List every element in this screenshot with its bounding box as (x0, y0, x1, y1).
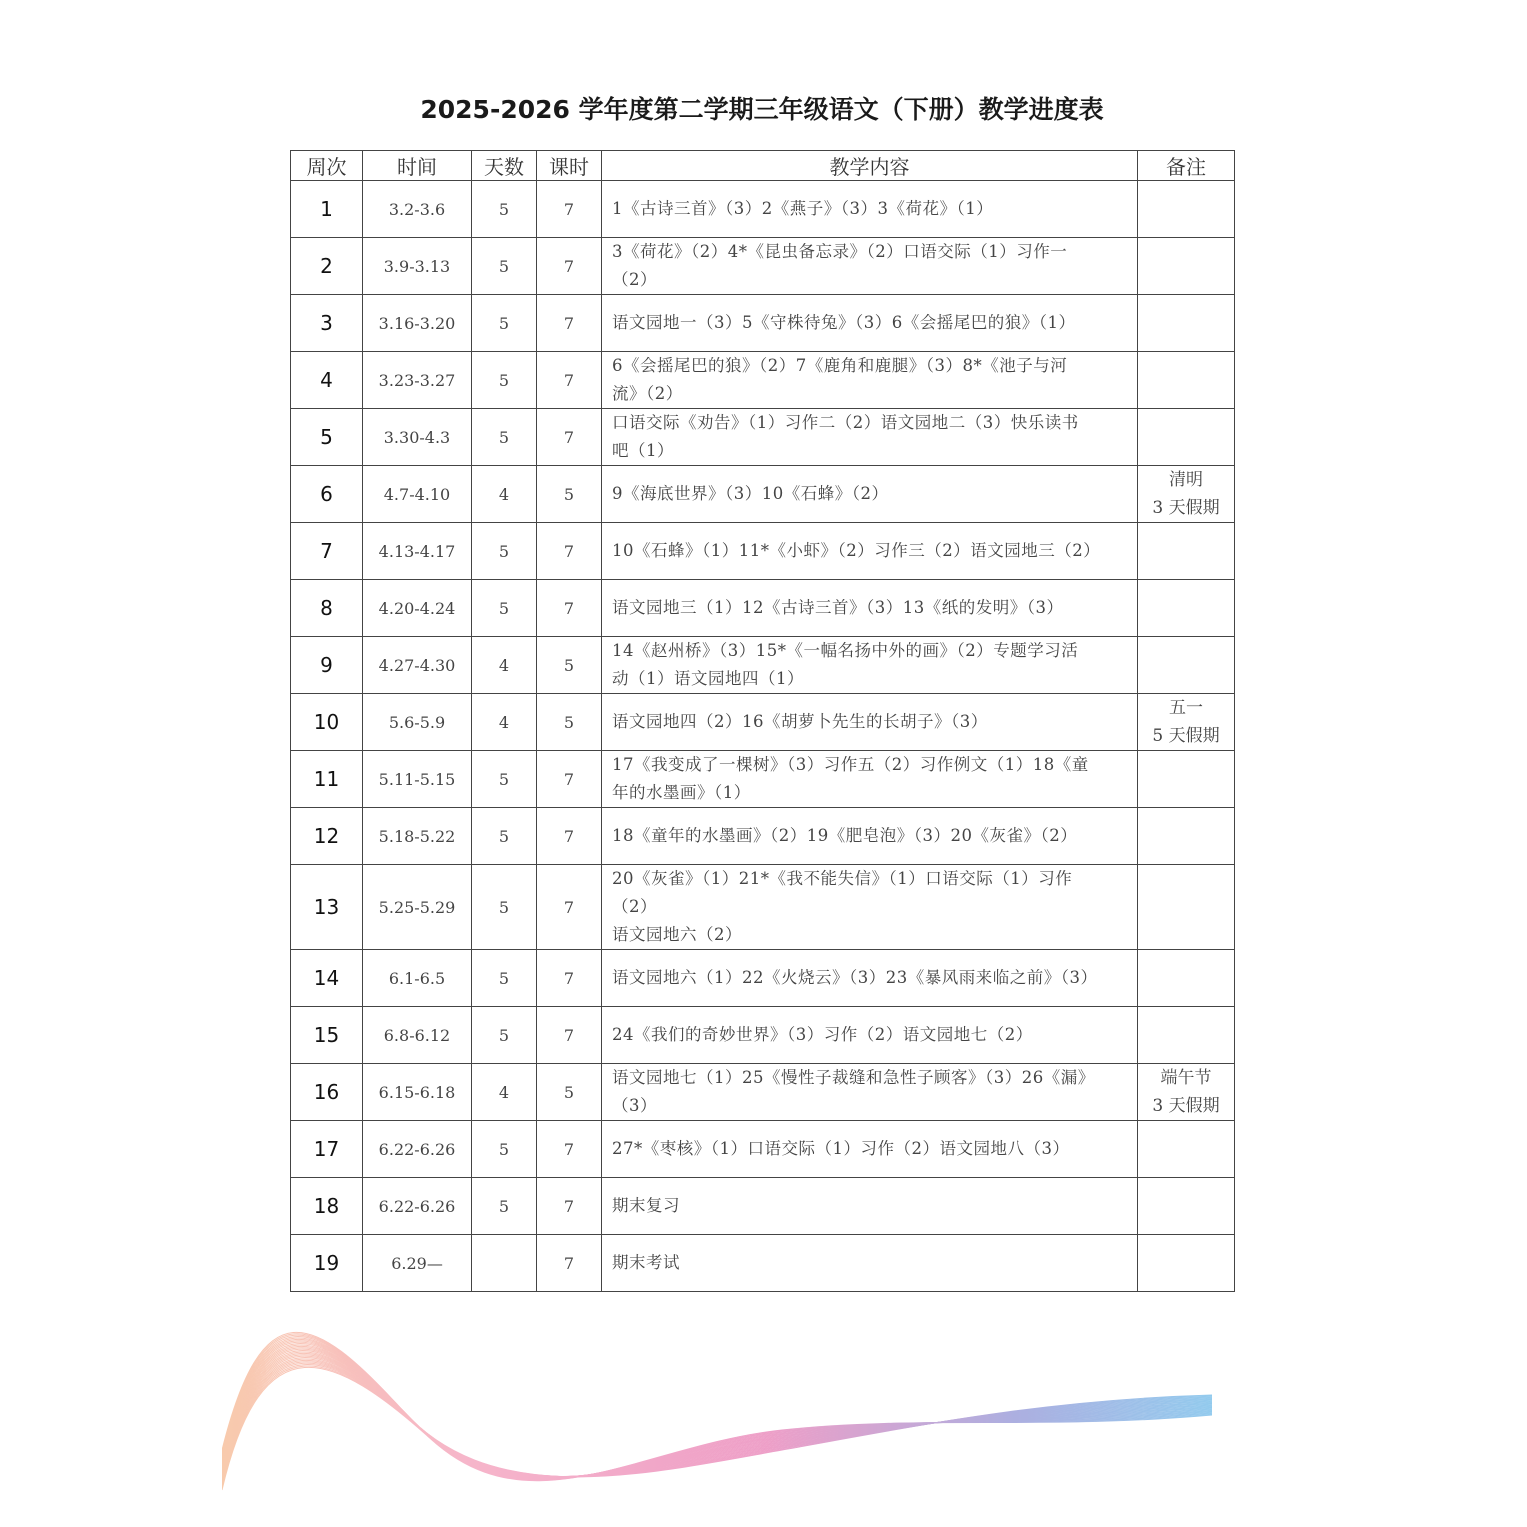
days-cell: 4 (472, 694, 537, 751)
table-row (291, 352, 1235, 409)
days-cell: 5 (472, 295, 537, 352)
content-cell: 9《海底世界》（3）10《石蜂》（2） (602, 466, 1138, 523)
table-row (291, 865, 1235, 950)
hours-cell: 5 (537, 637, 602, 694)
content-cell: 语文园地三（1）12《古诗三首》（3）13《纸的发明》（3） (602, 580, 1138, 637)
hours-cell: 7 (537, 580, 602, 637)
note-cell: 端午节 3 天假期 (1138, 1064, 1235, 1121)
hours-cell: 7 (537, 1007, 602, 1064)
note-cell (1138, 409, 1235, 466)
note-cell (1138, 295, 1235, 352)
note-cell (1138, 751, 1235, 808)
week-cell: 10 (291, 694, 363, 751)
note-cell (1138, 181, 1235, 238)
page-title: 2025-2026 学年度第二学期三年级语文（下册）教学进度表 (420, 95, 1104, 124)
content-cell: 10《石蜂》（1）11*《小虾》（2）习作三（2）语文园地三（2） (602, 523, 1138, 580)
hours-cell: 7 (537, 751, 602, 808)
days-cell: 4 (472, 1064, 537, 1121)
week-cell: 11 (291, 751, 363, 808)
week-cell: 18 (291, 1178, 363, 1235)
table-row (291, 580, 1235, 637)
time-cell: 5.11-5.15 (363, 751, 472, 808)
table-row (291, 1235, 1235, 1292)
hours-cell: 7 (537, 409, 602, 466)
hours-cell: 7 (537, 1235, 602, 1292)
week-cell: 13 (291, 865, 363, 950)
time-cell: 5.18-5.22 (363, 808, 472, 865)
week-cell: 16 (291, 1064, 363, 1121)
days-cell: 5 (472, 1007, 537, 1064)
note-cell (1138, 1178, 1235, 1235)
hours-cell: 7 (537, 865, 602, 950)
week-cell: 17 (291, 1121, 363, 1178)
week-cell: 6 (291, 466, 363, 523)
days-cell: 5 (472, 1121, 537, 1178)
table-row (291, 950, 1235, 1007)
time-cell: 6.8-6.12 (363, 1007, 472, 1064)
content-cell: 期末复习 (602, 1178, 1138, 1235)
content-cell: 24《我们的奇妙世界》（3）习作（2）语文园地七（2） (602, 1007, 1138, 1064)
week-cell: 19 (291, 1235, 363, 1292)
time-cell: 4.13-4.17 (363, 523, 472, 580)
table-row (291, 238, 1235, 295)
days-cell: 5 (472, 523, 537, 580)
content-cell: 口语交际《劝告》（1）习作二（2）语文园地二（3）快乐读书 吧（1） (602, 409, 1138, 466)
table-row (291, 637, 1235, 694)
content-cell: 语文园地六（1）22《火烧云》（3）23《暴风雨来临之前》（3） (602, 950, 1138, 1007)
note-cell (1138, 238, 1235, 295)
hours-cell: 7 (537, 808, 602, 865)
hours-cell: 5 (537, 466, 602, 523)
time-cell: 6.15-6.18 (363, 1064, 472, 1121)
table-row (291, 466, 1235, 523)
note-cell (1138, 808, 1235, 865)
table-row (291, 1064, 1235, 1121)
hours-cell: 7 (537, 352, 602, 409)
week-cell: 5 (291, 409, 363, 466)
hours-cell: 7 (537, 1178, 602, 1235)
header-note: 备注 (1138, 151, 1235, 181)
header-week: 周次 (291, 151, 363, 181)
table-row (291, 1007, 1235, 1064)
note-cell (1138, 1121, 1235, 1178)
time-cell: 4.7-4.10 (363, 466, 472, 523)
content-cell: 语文园地一（3）5《守株待兔》（3）6《会摇尾巴的狼》（1） (602, 295, 1138, 352)
note-cell (1138, 950, 1235, 1007)
days-cell: 5 (472, 1178, 537, 1235)
days-cell: 5 (472, 409, 537, 466)
time-cell: 3.9-3.13 (363, 238, 472, 295)
hours-cell: 5 (537, 694, 602, 751)
header-days: 天数 (472, 151, 537, 181)
table-row (291, 751, 1235, 808)
note-cell (1138, 523, 1235, 580)
time-cell: 4.20-4.24 (363, 580, 472, 637)
week-cell: 8 (291, 580, 363, 637)
note-cell (1138, 352, 1235, 409)
days-cell: 5 (472, 580, 537, 637)
days-cell: 5 (472, 950, 537, 1007)
table-row (291, 181, 1235, 238)
time-cell: 6.1-6.5 (363, 950, 472, 1007)
note-cell (1138, 1235, 1235, 1292)
time-cell: 4.27-4.30 (363, 637, 472, 694)
week-cell: 9 (291, 637, 363, 694)
header-time: 时间 (363, 151, 472, 181)
header-content: 教学内容 (602, 151, 1138, 181)
days-cell: 5 (472, 808, 537, 865)
time-cell: 6.29— (363, 1235, 472, 1292)
days-cell: 4 (472, 637, 537, 694)
days-cell: 5 (472, 181, 537, 238)
hours-cell: 7 (537, 238, 602, 295)
content-cell: 语文园地四（2）16《胡萝卜先生的长胡子》（3） (602, 694, 1138, 751)
time-cell: 3.2-3.6 (363, 181, 472, 238)
table-row (291, 523, 1235, 580)
note-cell: 五一 5 天假期 (1138, 694, 1235, 751)
note-cell (1138, 1007, 1235, 1064)
header-hours: 课时 (537, 151, 602, 181)
hours-cell: 7 (537, 523, 602, 580)
days-cell: 5 (472, 865, 537, 950)
week-cell: 3 (291, 295, 363, 352)
time-cell: 3.16-3.20 (363, 295, 472, 352)
table-row (291, 1178, 1235, 1235)
table-row (291, 409, 1235, 466)
note-cell (1138, 865, 1235, 950)
time-cell: 3.30-4.3 (363, 409, 472, 466)
days-cell: 5 (472, 751, 537, 808)
time-cell: 5.25-5.29 (363, 865, 472, 950)
content-cell: 27*《枣核》（1）口语交际（1）习作（2）语文园地八（3） (602, 1121, 1138, 1178)
schedule-table (290, 150, 1235, 1292)
days-cell (472, 1235, 537, 1292)
days-cell: 5 (472, 238, 537, 295)
table-row (291, 808, 1235, 865)
content-cell: 17《我变成了一棵树》（3）习作五（2）习作例文（1）18《童 年的水墨画》（1） (602, 751, 1138, 808)
note-cell (1138, 637, 1235, 694)
time-cell: 5.6-5.9 (363, 694, 472, 751)
table-row (291, 694, 1235, 751)
header-row (291, 151, 1235, 181)
week-cell: 7 (291, 523, 363, 580)
content-cell: 20《灰雀》（1）21*《我不能失信》（1）口语交际（1）习作 （2） 语文园地六（2） (602, 865, 1138, 950)
time-cell: 6.22-6.26 (363, 1121, 472, 1178)
week-cell: 1 (291, 181, 363, 238)
hours-cell: 7 (537, 181, 602, 238)
content-cell: 6《会摇尾巴的狼》（2）7《鹿角和鹿腿》（3）8*《池子与河 流》（2） (602, 352, 1138, 409)
decorative-wave-ribbon-icon (222, 1300, 1212, 1527)
content-cell: 14《赵州桥》（3）15*《一幅名扬中外的画》（2）专题学习活 动（1）语文园地四（1） (602, 637, 1138, 694)
week-cell: 4 (291, 352, 363, 409)
time-cell: 6.22-6.26 (363, 1178, 472, 1235)
week-cell: 14 (291, 950, 363, 1007)
table-row (291, 295, 1235, 352)
content-cell: 3《荷花》（2）4*《昆虫备忘录》（2）口语交际（1）习作一 （2） (602, 238, 1138, 295)
content-cell: 18《童年的水墨画》（2）19《肥皂泡》（3）20《灰雀》（2） (602, 808, 1138, 865)
time-cell: 3.23-3.27 (363, 352, 472, 409)
hours-cell: 7 (537, 950, 602, 1007)
note-cell (1138, 580, 1235, 637)
hours-cell: 7 (537, 1121, 602, 1178)
note-cell: 清明 3 天假期 (1138, 466, 1235, 523)
week-cell: 2 (291, 238, 363, 295)
content-cell: 语文园地七（1）25《慢性子裁缝和急性子顾客》（3）26《漏》 （3） (602, 1064, 1138, 1121)
content-cell: 1《古诗三首》（3）2《燕子》（3）3《荷花》（1） (602, 181, 1138, 238)
content-cell: 期末考试 (602, 1235, 1138, 1292)
table-row (291, 1121, 1235, 1178)
week-cell: 12 (291, 808, 363, 865)
hours-cell: 5 (537, 1064, 602, 1121)
week-cell: 15 (291, 1007, 363, 1064)
hours-cell: 7 (537, 295, 602, 352)
days-cell: 4 (472, 466, 537, 523)
days-cell: 5 (472, 352, 537, 409)
